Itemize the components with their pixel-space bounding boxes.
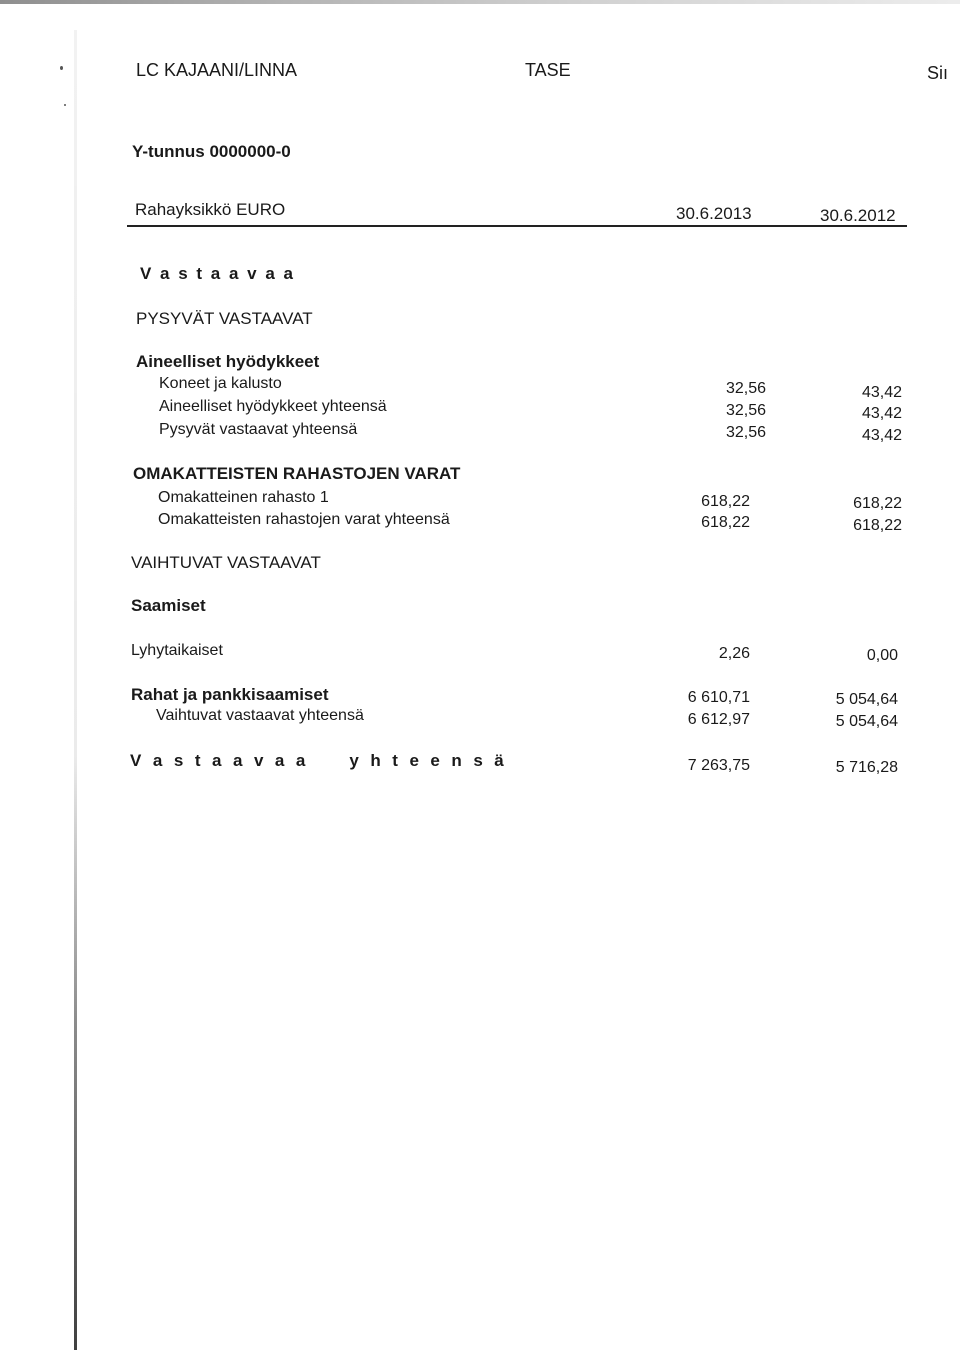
machinery-label: Koneet ja kalusto [159,375,282,392]
funds-total-2012: 618,22 [853,517,902,534]
fund1-label: Omakatteinen rahasto 1 [158,489,329,506]
page-number-fragment: Siı [927,63,949,83]
short-term-2012: 0,00 [866,647,898,664]
document-type: TASE [525,60,571,80]
column-date-2013: 30.6.2013 [676,204,752,223]
cash-2012: 5 054,64 [835,691,898,708]
assets-total-2012: 5 716,28 [835,759,898,776]
business-id: Y-tunnus 0000000-0 [132,142,291,161]
column-date-2012: 30.6.2012 [820,206,896,225]
machinery-2012: 43,42 [861,384,902,401]
fund1-2013: 618,22 [701,493,750,510]
fixed-total-2013: 32,56 [725,424,766,441]
funds-total-label: Omakatteisten rahastojen varat yhteensä [158,511,450,528]
tangible-total-2013: 32,56 [725,402,766,419]
short-term-2013: 2,26 [718,645,750,662]
fixed-assets-heading: PYSYVÄT VASTAAVAT [136,309,313,328]
company-name: LC KAJAANI/LINNA [136,60,298,80]
current-total-2013: 6 612,97 [687,711,750,728]
current-assets-heading: VAIHTUVAT VASTAAVAT [131,553,321,572]
assets-title: V a s t a a v a a [140,264,295,283]
scan-left-edge [74,30,77,1350]
scan-speck [64,104,66,106]
header-rule [127,225,907,227]
tangible-assets-heading: Aineelliset hyödykkeet [136,352,320,371]
current-total-label: Vaihtuvat vastaavat yhteensä [156,707,364,724]
tangible-total-label: Aineelliset hyödykkeet yhteensä [159,398,387,415]
receivables-heading: Saamiset [131,596,206,615]
own-funds-heading: OMAKATTEISTEN RAHASTOJEN VARAT [133,464,461,483]
fixed-total-label: Pysyvät vastaavat yhteensä [159,421,358,438]
short-term-label: Lyhytaikaiset [131,642,223,659]
machinery-2013: 32,56 [725,380,766,397]
assets-total-label: V a s t a a v a a y h t e e n s ä [130,751,508,770]
scan-speck [60,66,63,70]
fund1-2012: 618,22 [853,495,902,512]
assets-total-2013: 7 263,75 [687,757,750,774]
tangible-total-2012: 43,42 [861,405,902,422]
scan-top-edge [0,0,960,4]
currency-label: Rahayksikkö EURO [135,200,286,219]
current-total-2012: 5 054,64 [835,713,898,730]
cash-2013: 6 610,71 [687,689,750,706]
funds-total-2013: 618,22 [701,514,750,531]
fixed-total-2012: 43,42 [861,427,902,444]
cash-label: Rahat ja pankkisaamiset [131,685,329,704]
